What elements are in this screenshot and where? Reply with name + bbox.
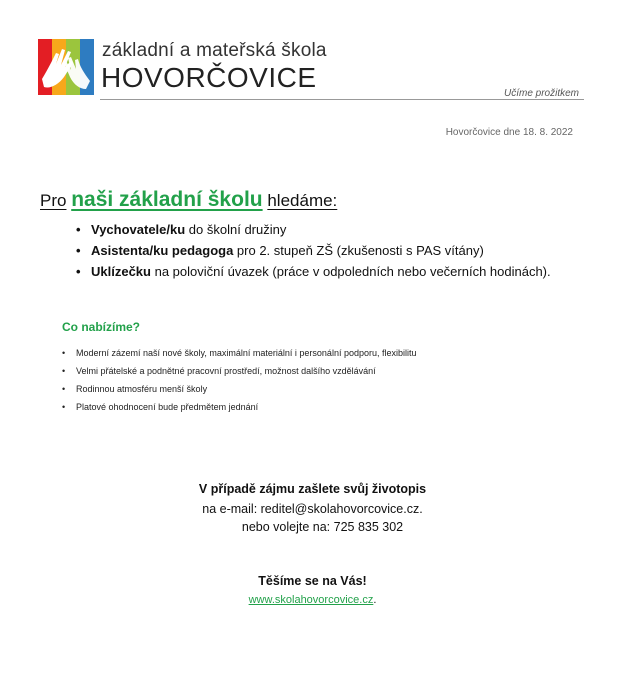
motto: Učíme prožitkem <box>503 88 579 99</box>
contact-email: na e-mail: reditel@skolahovorcovice.cz. <box>202 502 423 516</box>
job-detail: na poloviční úvazek (práce v odpoledních nebo večerních hodinách). <box>150 264 551 279</box>
list-item <box>76 243 551 258</box>
school-name-line2: HOVORČOVICE <box>101 62 317 93</box>
job-detail: do školní družiny <box>185 222 287 237</box>
header-divider <box>100 99 584 100</box>
school-name-line1: základní a mateřská škola <box>102 40 327 61</box>
headline-prefix: Pro <box>40 191 67 210</box>
website-suffix: . <box>373 594 377 606</box>
closing-text: Těšíme se na Vás! <box>258 574 367 588</box>
headline-highlight: naši základní školu <box>71 188 263 211</box>
list-item: • Platové ohodnocení bude předmětem jednání <box>62 402 417 412</box>
headline <box>40 188 337 212</box>
list-item: • Moderní zázemí naší nové školy, maximální materiální i personální podporu, flexibilitu <box>62 348 417 358</box>
offer-heading: Co nabízíme? <box>62 320 141 334</box>
document-date: Hovorčovice dne 18. 8. 2022 <box>445 127 573 138</box>
job-list <box>76 222 551 285</box>
contact-phone: nebo volejte na: 725 835 302 <box>241 520 404 534</box>
headline-suffix: hledáme: <box>267 191 338 210</box>
list-item <box>76 264 551 279</box>
hands-logo-icon <box>38 39 94 95</box>
list-item <box>76 222 551 237</box>
job-title: Uklízečku <box>91 264 151 279</box>
offer-list <box>62 348 417 420</box>
job-detail: pro 2. stupeň ZŠ (zkušenosti s PAS vítány) <box>233 243 484 258</box>
list-item: • Rodinnou atmosféru menší školy <box>62 384 417 394</box>
website-link[interactable]: www.skolahovorcovice.cz <box>248 594 374 606</box>
website-line <box>0 594 625 606</box>
job-title: Asistenta/ku pedagoga <box>91 243 234 258</box>
job-title: Vychovatele/ku <box>91 222 186 237</box>
contact-intro: V případě zájmu zašlete svůj životopis <box>198 482 427 496</box>
list-item: • Velmi přátelské a podnětné pracovní prostředí, možnost dalšího vzdělávání <box>62 366 417 376</box>
